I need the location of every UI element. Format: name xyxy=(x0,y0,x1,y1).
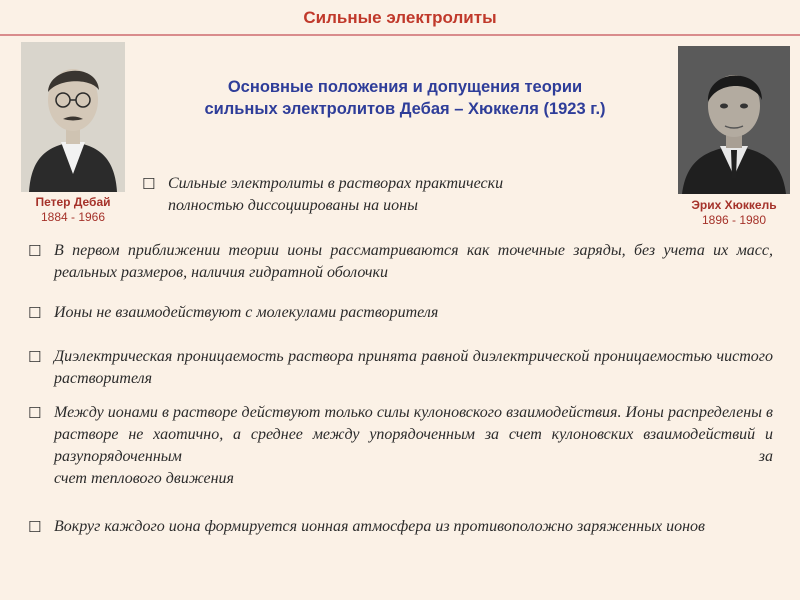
bullet-point xyxy=(28,240,773,284)
slide-title: Сильные электролиты xyxy=(303,8,497,27)
checkbox-bullet-icon: ☐ xyxy=(28,242,42,260)
bullet-point-text: Между ионами в растворе действуют только силы кулоновского взаимодействия. Ионы распределены в растворе не хаотично, а среднее между упорядоченным за счет кулоновских взаимодействий и разупорядоченным за xyxy=(54,404,773,465)
portrait-huckel-image xyxy=(678,46,790,194)
portrait-debye-caption xyxy=(14,195,132,225)
checkbox-bullet-icon: ☐ xyxy=(142,175,156,193)
bullet-point-line: Сильные электролиты в растворах практически xyxy=(168,175,504,192)
portrait-huckel-caption xyxy=(668,198,800,228)
portrait-huckel-name: Эрих Хюккель xyxy=(691,198,777,212)
portrait-huckel-photo xyxy=(678,46,790,194)
checkbox-bullet-icon: ☐ xyxy=(28,518,42,536)
portrait-debye-photo xyxy=(21,42,125,192)
bullet-point xyxy=(28,516,773,538)
bullet-point-text: Ионы не взаимодействуют с молекулами растворителя xyxy=(54,304,439,321)
title-divider xyxy=(0,34,800,36)
portrait-debye-image xyxy=(21,42,125,192)
section-heading-line2: сильных электролитов Дебая – Хюккеля (1923 г.) xyxy=(204,100,606,118)
portrait-debye-years: 1884 - 1966 xyxy=(40,210,106,224)
portrait-debye-name: Петер Дебай xyxy=(35,195,111,209)
checkbox-bullet-icon: ☐ xyxy=(28,404,42,422)
bullet-point-text: Вокруг каждого иона формируется ионная атмосфера из противоположно заряженных ионов xyxy=(54,518,705,535)
bullet-point xyxy=(142,173,612,217)
section-heading xyxy=(150,76,660,120)
bullet-point xyxy=(28,346,773,390)
section-heading-line1: Основные положения и допущения теории xyxy=(227,78,583,96)
portrait-huckel-years: 1896 - 1980 xyxy=(701,213,767,227)
bullet-point-text xyxy=(142,173,612,217)
checkbox-bullet-icon: ☐ xyxy=(28,304,42,322)
bullet-point-line: полностью диссоциированы на ионы xyxy=(168,197,418,214)
bullet-point-text: Диэлектрическая проницаемость раствора принята равной диэлектрической проницаемостью чистого растворителя xyxy=(54,348,773,387)
checkbox-bullet-icon: ☐ xyxy=(28,348,42,366)
bullet-point-text-tail: счет теплового движения xyxy=(54,470,234,487)
bullet-point xyxy=(28,302,773,324)
bullet-point xyxy=(28,402,773,490)
bullet-point-text: В первом приближении теории ионы рассматриваются как точечные заряды, без учета их масс, реальных размеров, наличия гидратной оболочки xyxy=(54,242,773,281)
